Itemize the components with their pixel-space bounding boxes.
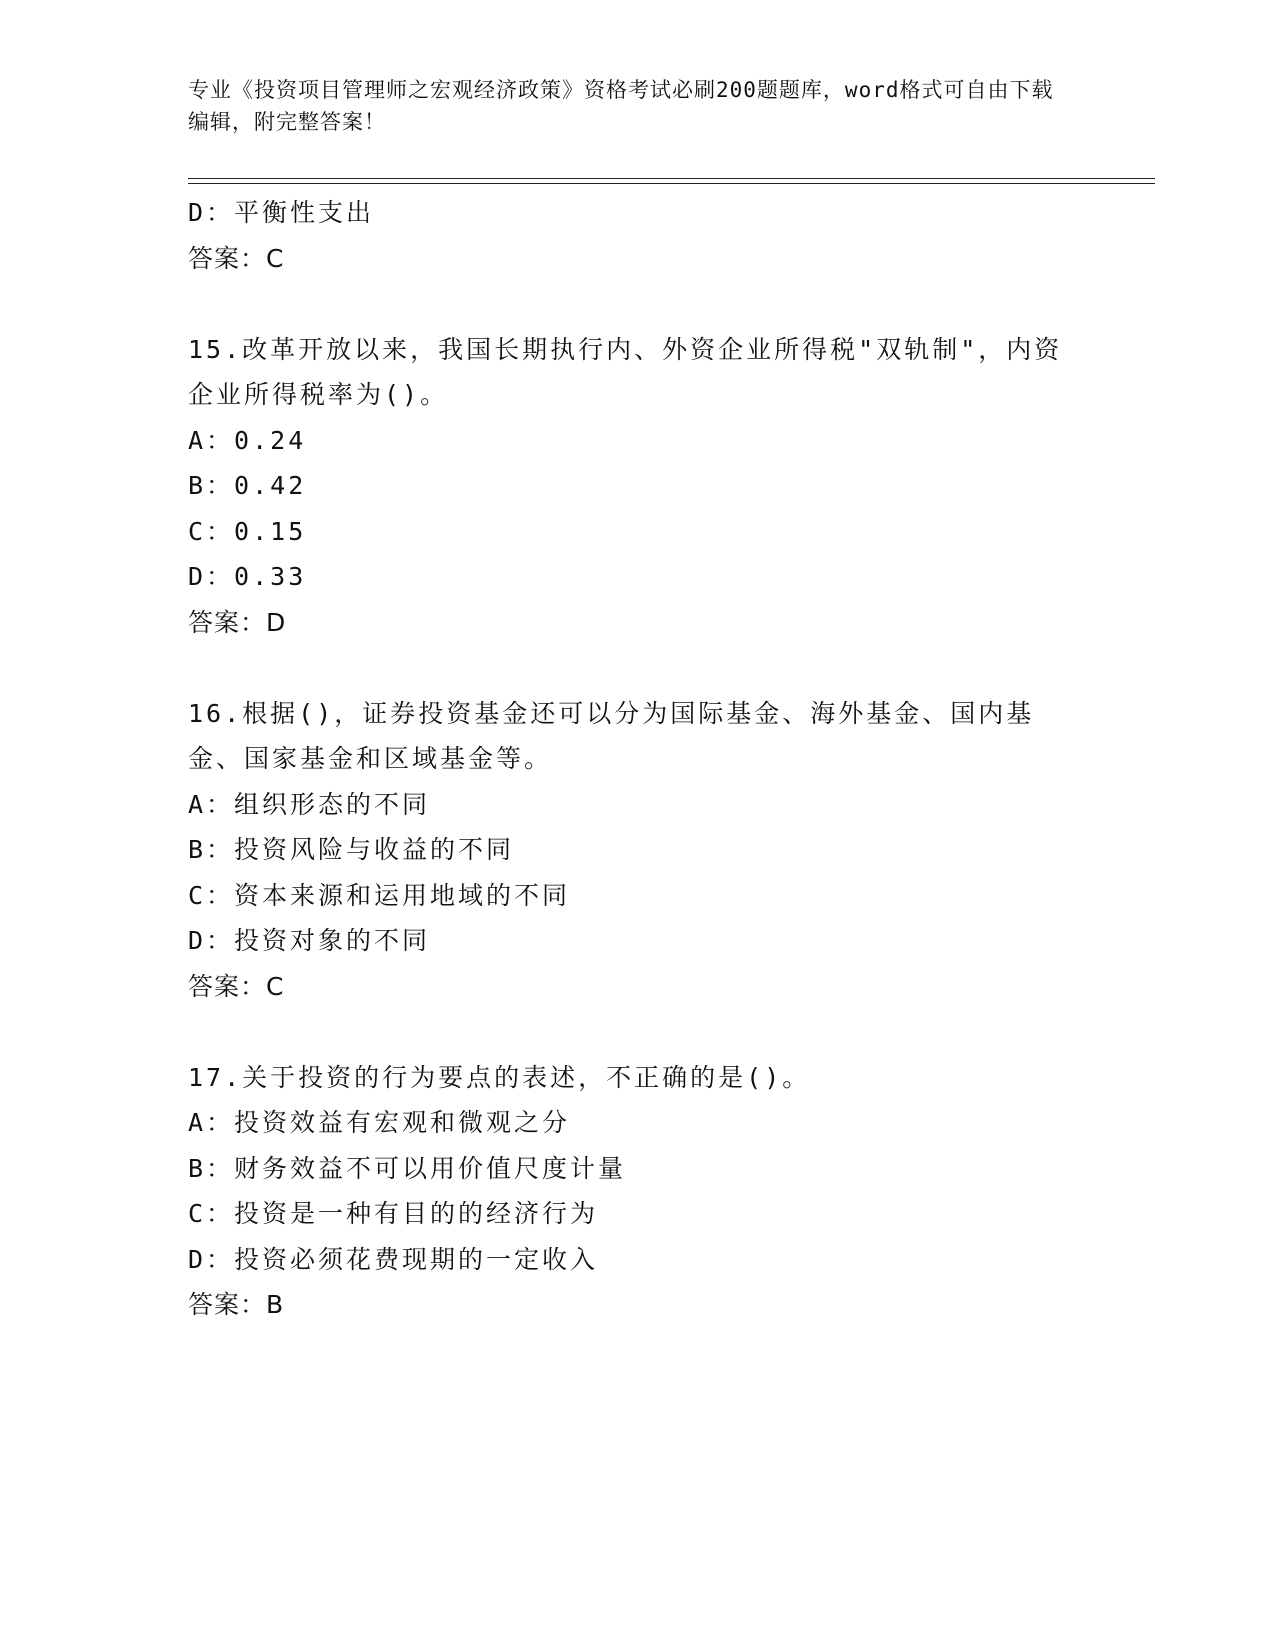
answer: 答案：C: [188, 243, 285, 273]
answer: 答案：D: [188, 607, 287, 637]
option-a: A：组织形态的不同: [188, 789, 431, 819]
question-17: [188, 1055, 1088, 1328]
question-15: [188, 327, 1088, 646]
option-d: D：0.33: [188, 562, 307, 591]
option-d: D：平衡性支出: [188, 198, 375, 227]
header-rule-bottom: [188, 183, 1155, 184]
option-a: A：投资效益有宏观和微观之分: [188, 1108, 571, 1137]
previous-question-tail: [188, 190, 1088, 281]
option-c: C：投资是一种有目的的经济行为: [188, 1199, 599, 1228]
spacer: [188, 1009, 1088, 1055]
spacer: [188, 645, 1088, 691]
document-body: [188, 190, 1088, 1328]
option-b: B：财务效益不可以用价值尺度计量: [188, 1153, 627, 1183]
question-stem: 16.根据()，证券投资基金还可以分为国际基金、海外基金、国内基金、国家基金和区域基金等。: [188, 698, 1035, 773]
spacer: [188, 281, 1088, 327]
option-c: C：资本来源和运用地域的不同: [188, 880, 571, 910]
option-b: B：0.42: [188, 471, 307, 500]
header-rule-top: [188, 178, 1155, 179]
question-16: [188, 691, 1088, 1010]
option-b: B：投资风险与收益的不同: [188, 835, 515, 864]
document-header: 专业《投资项目管理师之宏观经济政策》资格考试必刷200题题库，word格式可自由下载编辑，附完整答案！: [188, 78, 1054, 134]
option-d: D：投资必须花费现期的一定收入: [188, 1244, 599, 1274]
option-d: D：投资对象的不同: [188, 926, 431, 955]
option-c: C：0.15: [188, 516, 307, 546]
question-stem: 17.关于投资的行为要点的表述，不正确的是()。: [188, 1062, 811, 1092]
answer: 答案：B: [188, 1290, 285, 1319]
option-a: A：0.24: [188, 425, 307, 455]
question-stem: 15.改革开放以来，我国长期执行内、外资企业所得税"双轨制"，内资企业所得税率为()。: [188, 334, 1063, 409]
answer: 答案：C: [188, 971, 285, 1001]
